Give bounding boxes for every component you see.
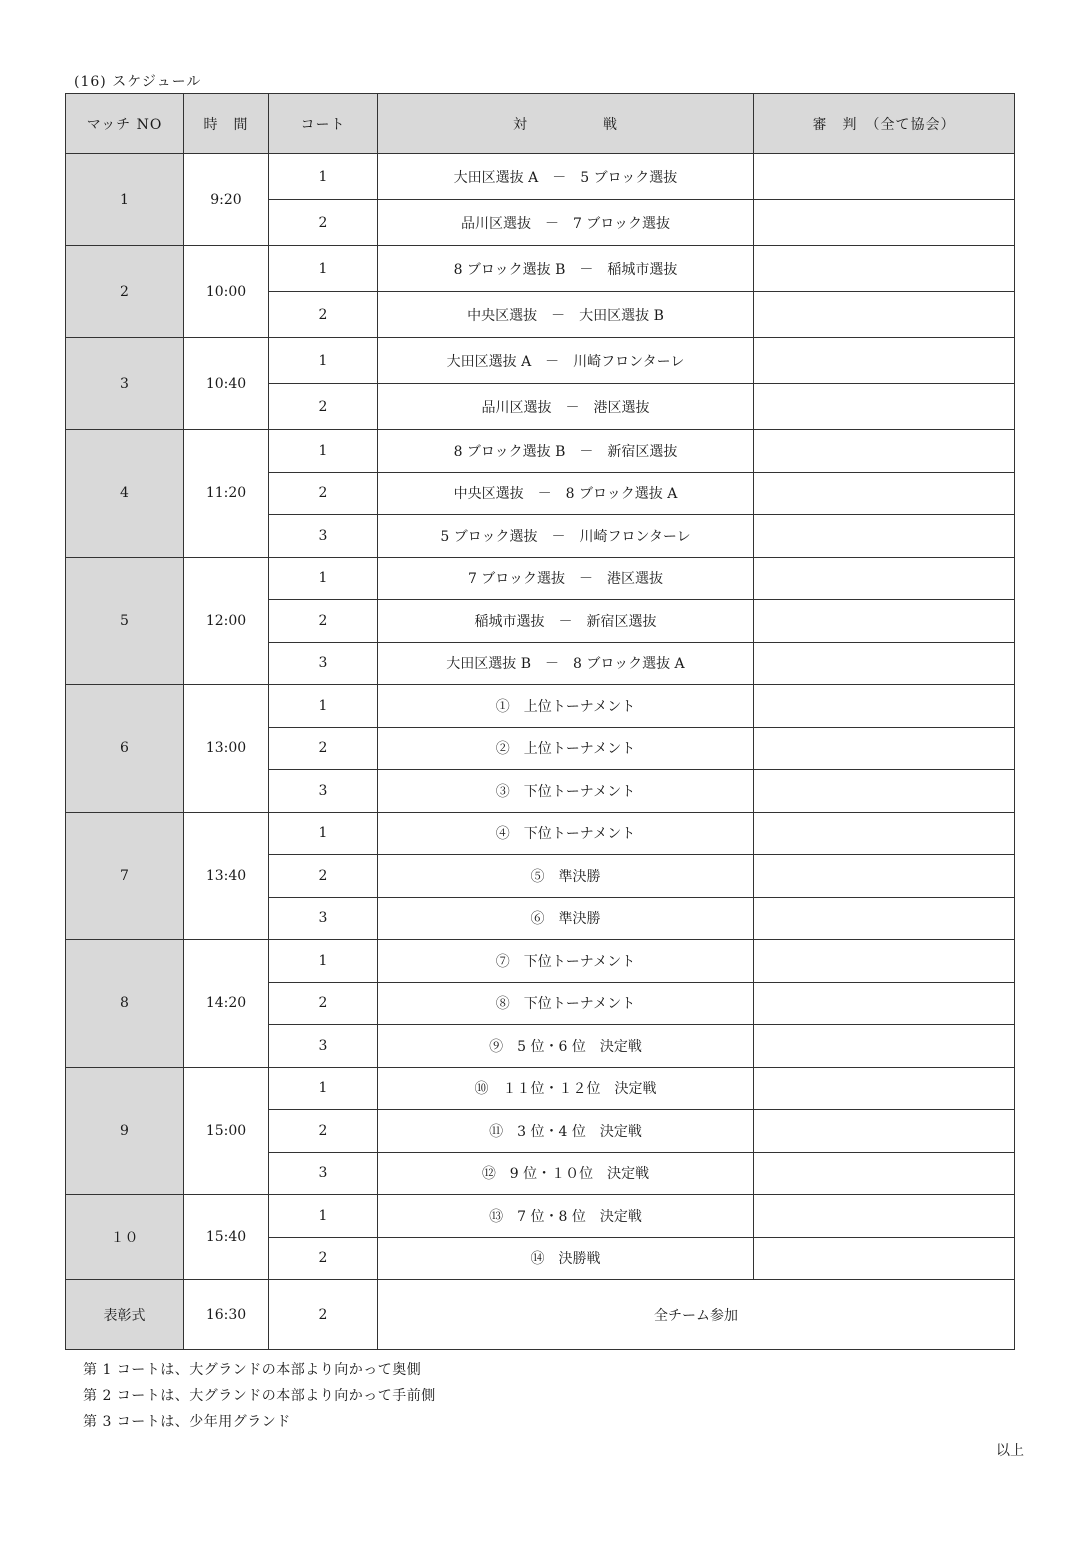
- matchup-cell: 大田区選抜 A － 川崎フロンターレ: [378, 338, 754, 384]
- matchup-cell: ⑧ 下位トーナメント: [378, 982, 754, 1025]
- referee-cell: [754, 292, 1015, 338]
- matchup-cell: ⑭ 決勝戦: [378, 1237, 754, 1280]
- header-court: コート: [269, 94, 378, 154]
- court-cell: 3: [269, 1025, 378, 1068]
- matchup-cell: ⑪ 3 位・4 位 決定戦: [378, 1110, 754, 1153]
- ceremony-label: 表彰式: [66, 1280, 184, 1350]
- matchup-cell: 稲城市選抜 － 新宿区選抜: [378, 600, 754, 643]
- court-cell: 2: [269, 982, 378, 1025]
- matchup-cell: ⑩ １１位・１２位 決定戦: [378, 1067, 754, 1110]
- section-title: (16) スケジュール: [74, 74, 202, 90]
- matchup-cell: 品川区選抜 － 港区選抜: [378, 384, 754, 430]
- court-cell: 2: [269, 1110, 378, 1153]
- referee-cell: [754, 472, 1015, 515]
- match-no-cell: 3: [66, 338, 184, 430]
- match-no-cell: 6: [66, 685, 184, 813]
- header-row: [66, 94, 1015, 154]
- time-cell: 13:00: [184, 685, 269, 813]
- referee-cell: [754, 1025, 1015, 1068]
- court-cell: 3: [269, 770, 378, 813]
- referee-cell: [754, 812, 1015, 855]
- match-no-cell: 2: [66, 246, 184, 338]
- matchup-cell: ① 上位トーナメント: [378, 685, 754, 728]
- court-cell: 1: [269, 940, 378, 983]
- matchup-cell: ⑤ 準決勝: [378, 855, 754, 898]
- time-cell: 15:00: [184, 1067, 269, 1195]
- table-row: [66, 1067, 1015, 1110]
- matchup-cell: 7 ブロック選抜 － 港区選抜: [378, 557, 754, 600]
- matchup-cell: ⑥ 準決勝: [378, 897, 754, 940]
- table-row: [66, 338, 1015, 384]
- matchup-cell: 大田区選抜 B － 8 ブロック選抜 A: [378, 642, 754, 685]
- ceremony-note: 全チーム参加: [378, 1280, 1015, 1350]
- court-cell: 2: [269, 600, 378, 643]
- court-cell: 2: [269, 472, 378, 515]
- match-no-cell: 7: [66, 812, 184, 940]
- court-cell: 1: [269, 812, 378, 855]
- court-cell: 1: [269, 1067, 378, 1110]
- note-court-2: 第 2 コートは、大グランドの本部より向かって手前側: [83, 1388, 436, 1404]
- referee-cell: [754, 1152, 1015, 1195]
- referee-cell: [754, 200, 1015, 246]
- matchup-cell: ② 上位トーナメント: [378, 727, 754, 770]
- court-cell: 3: [269, 642, 378, 685]
- time-cell: 10:40: [184, 338, 269, 430]
- referee-cell: [754, 246, 1015, 292]
- match-no-cell: 5: [66, 557, 184, 685]
- time-cell: 11:20: [184, 430, 269, 558]
- matchup-cell: 大田区選抜 A － 5 ブロック選抜: [378, 154, 754, 200]
- court-cell: 3: [269, 1152, 378, 1195]
- matchup-cell: 品川区選抜 － 7 ブロック選抜: [378, 200, 754, 246]
- court-cell: 2: [269, 292, 378, 338]
- table-row: [66, 940, 1015, 983]
- court-cell: 3: [269, 897, 378, 940]
- referee-cell: [754, 982, 1015, 1025]
- court-cell: 1: [269, 1195, 378, 1238]
- court-cell: 2: [269, 727, 378, 770]
- court-notes: [83, 1357, 436, 1435]
- table-row: [66, 246, 1015, 292]
- ceremony-row: [66, 1280, 1015, 1350]
- table-row: [66, 812, 1015, 855]
- referee-cell: [754, 154, 1015, 200]
- referee-cell: [754, 1237, 1015, 1280]
- court-cell: 3: [269, 515, 378, 558]
- table-row: [66, 1195, 1015, 1238]
- time-cell: 12:00: [184, 557, 269, 685]
- schedule-table: [65, 93, 1015, 1350]
- table-row: [66, 685, 1015, 728]
- time-cell: 15:40: [184, 1195, 269, 1280]
- closing-text: 以上: [996, 1443, 1024, 1459]
- matchup-cell: ⑬ 7 位・8 位 決定戦: [378, 1195, 754, 1238]
- referee-cell: [754, 515, 1015, 558]
- referee-cell: [754, 897, 1015, 940]
- time-cell: 9:20: [184, 154, 269, 246]
- matchup-cell: 5 ブロック選抜 － 川崎フロンターレ: [378, 515, 754, 558]
- matchup-cell: ⑨ 5 位・6 位 決定戦: [378, 1025, 754, 1068]
- referee-cell: [754, 727, 1015, 770]
- referee-cell: [754, 642, 1015, 685]
- referee-cell: [754, 855, 1015, 898]
- ceremony-court: 2: [269, 1280, 378, 1350]
- table-row: [66, 154, 1015, 200]
- referee-cell: [754, 384, 1015, 430]
- matchup-cell: ③ 下位トーナメント: [378, 770, 754, 813]
- match-no-cell: 8: [66, 940, 184, 1068]
- court-cell: 1: [269, 154, 378, 200]
- note-court-1: 第 1 コートは、大グランドの本部より向かって奥側: [83, 1362, 422, 1378]
- court-cell: 2: [269, 200, 378, 246]
- match-no-cell: 1: [66, 154, 184, 246]
- referee-cell: [754, 940, 1015, 983]
- table-row: [66, 430, 1015, 473]
- referee-cell: [754, 557, 1015, 600]
- court-cell: 1: [269, 685, 378, 728]
- referee-cell: [754, 1067, 1015, 1110]
- match-no-cell: 9: [66, 1067, 184, 1195]
- note-court-3: 第 3 コートは、少年用グランド: [83, 1414, 291, 1430]
- table-row: [66, 557, 1015, 600]
- court-cell: 2: [269, 1237, 378, 1280]
- court-cell: 1: [269, 338, 378, 384]
- referee-cell: [754, 430, 1015, 473]
- time-cell: 13:40: [184, 812, 269, 940]
- header-referee: 審 判 （全て協会）: [754, 94, 1015, 154]
- matchup-cell: 中央区選抜 － 大田区選抜 B: [378, 292, 754, 338]
- time-cell: 10:00: [184, 246, 269, 338]
- court-cell: 2: [269, 384, 378, 430]
- ceremony-time: 16:30: [184, 1280, 269, 1350]
- match-no-cell: １０: [66, 1195, 184, 1280]
- matchup-cell: ⑦ 下位トーナメント: [378, 940, 754, 983]
- header-match-no: マッチ NO: [66, 94, 184, 154]
- matchup-cell: 8 ブロック選抜 B － 稲城市選抜: [378, 246, 754, 292]
- matchup-cell: 中央区選抜 － 8 ブロック選抜 A: [378, 472, 754, 515]
- referee-cell: [754, 1110, 1015, 1153]
- court-cell: 1: [269, 557, 378, 600]
- court-cell: 1: [269, 430, 378, 473]
- referee-cell: [754, 685, 1015, 728]
- matchup-cell: ⑫ 9 位・１０位 決定戦: [378, 1152, 754, 1195]
- matchup-cell: ④ 下位トーナメント: [378, 812, 754, 855]
- time-cell: 14:20: [184, 940, 269, 1068]
- referee-cell: [754, 600, 1015, 643]
- referee-cell: [754, 1195, 1015, 1238]
- matchup-cell: 8 ブロック選抜 B － 新宿区選抜: [378, 430, 754, 473]
- referee-cell: [754, 770, 1015, 813]
- match-no-cell: 4: [66, 430, 184, 558]
- referee-cell: [754, 338, 1015, 384]
- header-time: 時 間: [184, 94, 269, 154]
- court-cell: 2: [269, 855, 378, 898]
- court-cell: 1: [269, 246, 378, 292]
- header-matchup: 対 戦: [378, 94, 754, 154]
